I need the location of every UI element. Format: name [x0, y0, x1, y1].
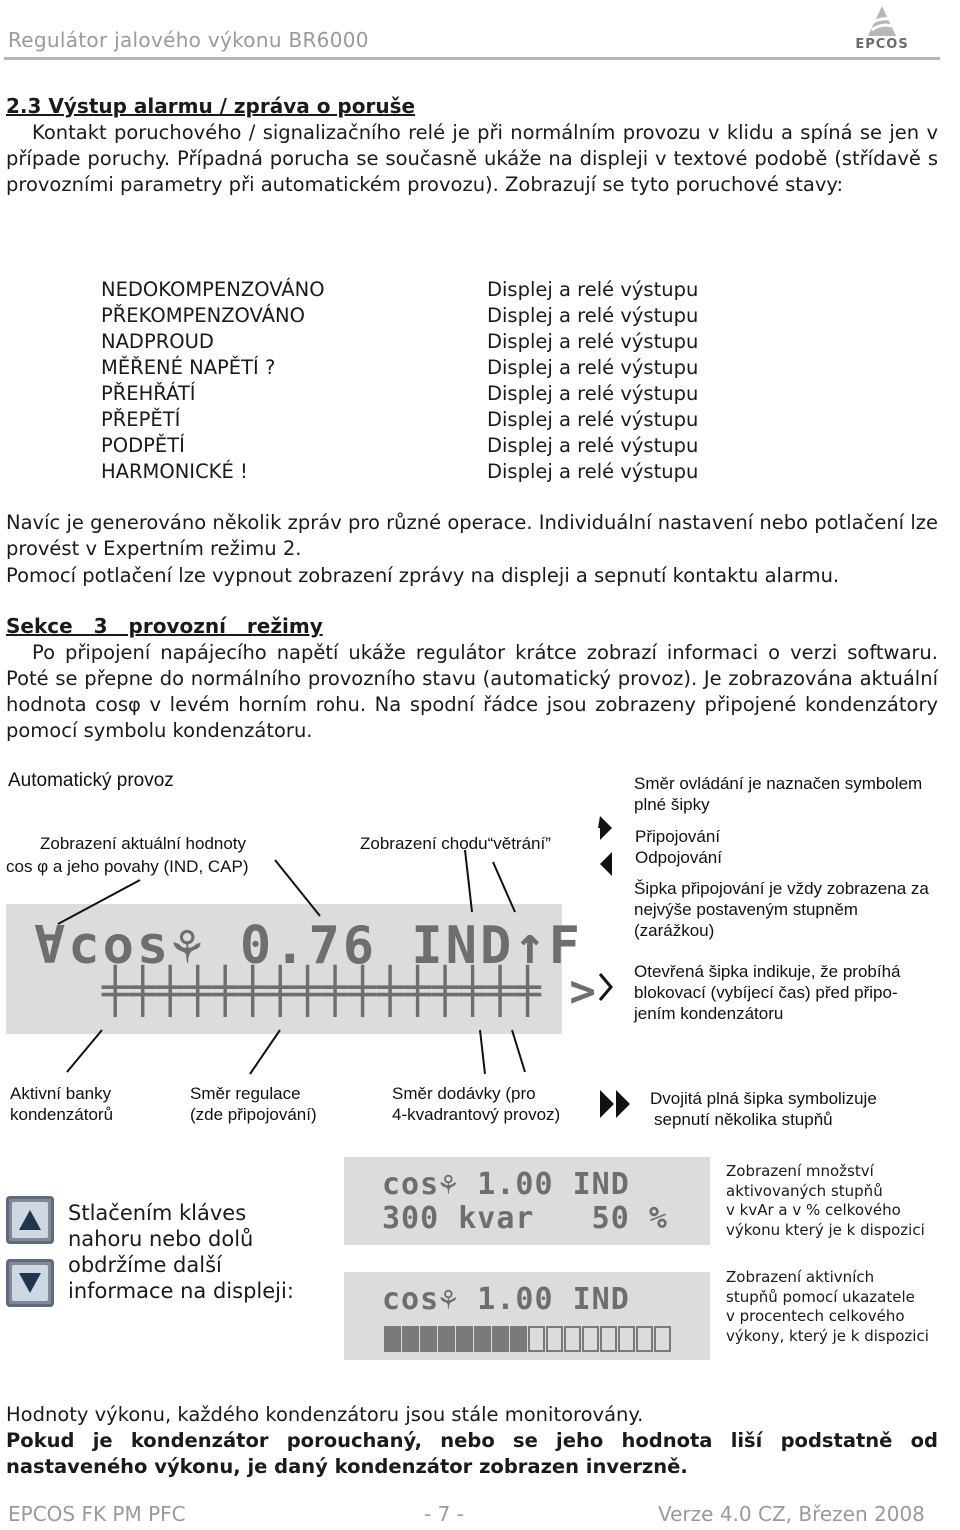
callout-disconnect-label: Odpojování — [635, 848, 722, 867]
header-title: Regulátor jalového výkonu BR6000 — [8, 28, 369, 52]
lcd-main-line-2: ╪╪╪╪╪╪╪╪╪╪╪╪╪╪╪╪ > — [102, 966, 597, 1017]
callout-connect-note: Šipka připojování je vždy zobrazena za — [634, 879, 929, 898]
callout-open-arrow: jením kondenzátoru — [634, 1004, 784, 1023]
footer-left: EPCOS FK PM PFC — [8, 1502, 186, 1526]
bar-note — [726, 1268, 929, 1346]
fault-name: PŘEPĚTÍ — [101, 408, 181, 431]
fault-output: Displej a relé výstupu — [487, 460, 699, 483]
stage-bar-segment — [546, 1326, 563, 1352]
note-paragraph: Navíc je generováno několik zpráv pro různé operace. Individuální nastavení nebo potlačení lze provést v Expertním režimu 2. — [6, 511, 938, 560]
fault-output: Displej a relé výstupu — [487, 304, 699, 327]
logo-text: EPCOS — [855, 37, 909, 52]
callout-cos-label: cos φ a jeho povahy (IND, CAP) — [6, 857, 249, 876]
stage-bar-segment — [528, 1326, 545, 1352]
callout-open-arrow: blokovací (vybíjecí čas) před připo- — [634, 983, 898, 1002]
callout-arrow-label: plné šipky — [634, 795, 710, 814]
fault-output: Displej a relé výstupu — [487, 434, 699, 457]
lcd-power-line-2: 300 kvar 50 % — [382, 1201, 668, 1236]
figure-title: Automatický provoz — [8, 770, 174, 791]
fault-output: Displej a relé výstupu — [487, 356, 699, 379]
callout-direction-label: (zde připojování) — [190, 1105, 317, 1124]
power-note-line: Zobrazení množství — [726, 1162, 874, 1180]
power-note-line: výkonu který je k dispozici — [726, 1220, 925, 1239]
section-title: Sekce 3 provozní režimy — [6, 614, 323, 638]
callout-fan-label: Zobrazení chodu“větrání” — [360, 834, 551, 853]
bar-note-line: stupňů pomocí ukazatele — [726, 1287, 915, 1306]
callout-arrow-label: Směr ovládání je naznačen symbolem — [634, 774, 923, 793]
stage-bar-segment — [420, 1326, 437, 1352]
stage-bar-segment — [438, 1326, 455, 1352]
lcd-bar-line-1: cos⚘ 1.00 IND — [382, 1282, 630, 1317]
stage-bar-segment — [654, 1326, 671, 1352]
power-note — [726, 1162, 925, 1240]
callout-banks-label: kondenzátorů — [10, 1105, 114, 1124]
arrow-symbols-icon — [596, 814, 616, 878]
fault-name: HARMONICKÉ ! — [101, 460, 248, 483]
fault-output: Displej a relé výstupu — [487, 408, 699, 431]
keys-note — [68, 1200, 294, 1304]
keys-note-line: obdržíme další — [68, 1253, 222, 1277]
power-note-line: aktivovaných stupňů — [726, 1181, 883, 1200]
callout-double-arrow: Dvojitá plná šipka symbolizuje — [650, 1089, 877, 1108]
fault-name: NEDOKOMPENZOVÁNO — [101, 278, 325, 301]
stage-bar-segment — [618, 1326, 635, 1352]
fault-output: Displej a relé výstupu — [487, 330, 699, 353]
callout-delivery-label: 4-kvadrantový provoz) — [392, 1105, 561, 1124]
fault-name: PŘEHŘÁTÍ — [101, 382, 196, 405]
callout-direction-label: Směr regulace — [190, 1084, 301, 1103]
note-paragraph: Pomocí potlačení lze vypnout zobrazení zprávy na displeji a sepnutí kontaktu alarmu. — [6, 564, 840, 587]
bar-note-line: výkony, který je k dispozici — [726, 1326, 929, 1345]
callout-double-arrow: sepnutí několika stupňů — [654, 1110, 833, 1129]
section-paragraph: Po připojení napájecího napětí ukáže regulátor krátce zobrazí informaci o verzi softwaru. Poté se přepne do normálního provozního stavu (automatický provoz). Je zobrazována aktuální hodnota cosφ v levém horním rohu. Na spodní řádce jsou zobrazeny připojené kondenzátory pomocí symbolu kondenzátoru. — [6, 641, 938, 742]
lcd-power-display — [344, 1157, 710, 1245]
section-title: 2.3 Výstup alarmu / zpráva o poruše — [6, 94, 416, 118]
callout-open-arrow: Otevřená šipka indikuje, že probíhá — [634, 962, 901, 981]
open-arrow-icon — [598, 972, 614, 1002]
fault-name: PODPĚTÍ — [101, 434, 185, 457]
closing-bold-line: Pokud je kondenzátor porouchaný, nebo se jeho hodnota liší podstatně od nastaveného výkonu, je daný kondenzátor zobrazen inverzně. — [6, 1429, 938, 1478]
lcd-main-display — [6, 904, 597, 1034]
lcd-power-line-1: cos⚘ 1.00 IND — [382, 1167, 630, 1202]
fault-output-list — [487, 277, 698, 485]
down-arrow-icon — [15, 1268, 45, 1298]
fault-output: Displej a relé výstupu — [487, 278, 699, 301]
fault-name: PŘEKOMPENZOVÁNO — [101, 304, 305, 327]
stage-bar-segment — [384, 1326, 401, 1352]
up-key-button[interactable] — [6, 1196, 54, 1244]
stage-bar-segment — [402, 1326, 419, 1352]
fault-output: Displej a relé výstupu — [487, 382, 699, 405]
callout-delivery-label: Směr dodávky (pro — [392, 1084, 536, 1103]
callout-connect-note: nejvýše postaveným stupněm — [634, 900, 858, 919]
fault-name: NADPROUD — [101, 330, 214, 353]
header-rule — [4, 57, 940, 60]
power-note-line: v kvAr a v % celkového — [726, 1201, 901, 1219]
closing-line: Hodnoty výkonu, každého kondenzátoru jsou stále monitorovány. — [6, 1403, 644, 1426]
stage-bar-segment — [474, 1326, 491, 1352]
callout-banks-label: Aktivní banky — [10, 1084, 112, 1103]
double-arrow-icon — [598, 1088, 634, 1120]
stage-bar-segment — [492, 1326, 509, 1352]
stage-bar-segment — [636, 1326, 653, 1352]
epcos-logo — [850, 0, 914, 56]
page-number: - 7 - — [424, 1502, 464, 1526]
keys-note-line: informace na displeji: — [68, 1279, 294, 1303]
fault-name: MĚŘENÉ NAPĚTÍ ? — [101, 356, 276, 379]
lcd-main-line-1: Ɐcos⚘ 0.76 IND↑F — [34, 916, 583, 976]
keys-note-line: nahoru nebo dolů — [68, 1227, 254, 1251]
stage-bar-segment — [600, 1326, 617, 1352]
callout-connect-label: Připojování — [635, 827, 721, 846]
section-paragraph: Kontakt poruchového / signalizačního relé je při normálním provozu v klidu a spíná se jen v případe poruchy. Případná porucha se současně ukáže na displeji v textové podobě (střídavě s provozními parametry při automatickém provozu). Zobrazují se tyto poruchové stavy: — [6, 121, 938, 196]
footer-right: Verze 4.0 CZ, Březen 2008 — [658, 1502, 925, 1526]
callout-cos-label: Zobrazení aktuální hodnoty — [40, 834, 247, 853]
epcos-logo-icon — [864, 4, 900, 38]
bar-note-line: v procentech celkového — [726, 1307, 905, 1325]
fault-list — [101, 277, 325, 485]
bar-note-line: Zobrazení aktivních — [726, 1268, 875, 1286]
callout-connect-note: (zarážkou) — [634, 921, 715, 940]
stage-bar-segment — [564, 1326, 581, 1352]
stage-bar-segment — [456, 1326, 473, 1352]
keys-note-line: Stlačením kláves — [68, 1201, 247, 1225]
up-arrow-icon — [15, 1205, 45, 1235]
down-key-button[interactable] — [6, 1259, 54, 1307]
stage-bar-segment — [510, 1326, 527, 1352]
stage-bar-segment — [582, 1326, 599, 1352]
lcd-bar-display — [344, 1272, 710, 1360]
